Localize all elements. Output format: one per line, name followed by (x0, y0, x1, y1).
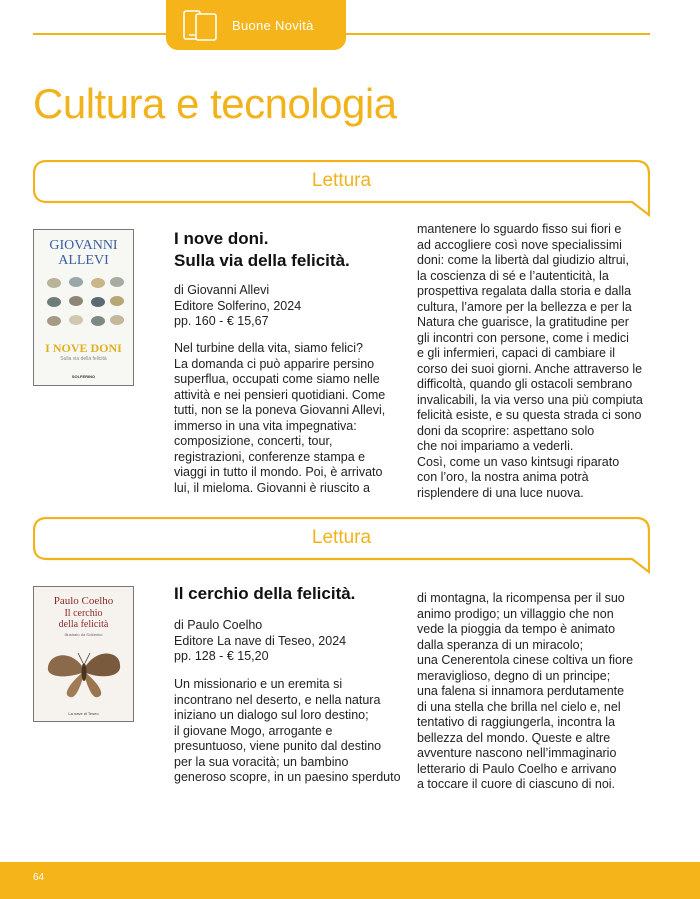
book-author: di Paulo Coelho (174, 618, 263, 632)
section-banner-2 (33, 517, 650, 575)
book-cover-i-nove-doni (33, 229, 134, 386)
cover-author: GIOVANNI ALLEVI (49, 238, 118, 268)
section-banner-label: Lettura (311, 170, 372, 191)
book-publisher: Editore La nave di Teseo, 2024 (174, 633, 347, 648)
book-title (174, 583, 355, 605)
stones-illustration (42, 275, 126, 337)
book-title-line: Sulla via della felicità. (174, 251, 350, 270)
book-meta (174, 618, 346, 665)
book-publisher: Editore Solferino, 2024 (174, 298, 302, 313)
book-title (174, 228, 350, 272)
cover-publisher: La nave di Teseo (68, 711, 99, 716)
book-cover-il-cerchio-della-felicita (33, 586, 134, 722)
moth-illustration (44, 639, 124, 705)
page-number: 64 (33, 872, 45, 883)
cover-title-line: della felicità (58, 619, 109, 630)
book-description-col2: mantenere lo sguardo fisso sui fiori e ad accogliere così nove specialissimi doni: come la libertà dal giudizio altrui, la coscienza di sé e l’autenticità, la prospettiva regalata dalla storia e dalla cultura, l’amore per la bellezza e per la Natura che guarisce, la gratitudine per gli incontri con persone, come i medici e gli infermieri, capaci di cambiare il corso dei suoi giorni. Anche attraverso le difficoltà, quando gli ostacoli sembrano invalicabili, la via verso una più compiuta felicità esiste, e su questa strada ci sono doni da scoprire: aspettano solo che noi impariamo a vederli. Così, come un vaso kintsugi riparato con l’oro, la nostra anima potrà risplendere di una luce nuova. (417, 222, 643, 500)
cover-title: I NOVE DONI (45, 341, 122, 355)
footer-bar (0, 862, 700, 899)
book-pages-price: pp. 160 - € 15,67 (174, 314, 269, 328)
section-tab (166, 0, 346, 50)
book-description-col1: Nel turbine della vita, siamo felici? La domanda ci può apparire persino superflua, occupati come siamo nelle attività e nei pensieri quotidiani. Come tutti, non se la poneva Giovanni Allevi, immerso in una vita impegnativa: composizione, concerti, tour, registrazioni, conferenze stampa e viaggi in tutto il mondo. Poi, è arrivato lui, il mieloma. Giovanni è riuscito a (174, 341, 386, 495)
section-tab-label: Buone Novità (232, 17, 314, 33)
book-meta (174, 283, 301, 330)
book-description-col2: di montagna, la ricompensa per il suo animo prodigo; un villaggio che non vede la pioggia da tempo è animato dalla speranza di un miracolo; una Cenerentola cinese coltiva un fiore meraviglioso, degno di un principe; una falena si innamora perdutamente di una stella che brilla nel cielo e, nel tentativo di raggiungerla, incontra la bellezza del mondo. Queste e altre avventure nascono nell’immaginario letterario di Paulo Coelho e arrivano a toccare il cuore di ciascuno di noi. (417, 591, 634, 791)
book-title-line: I nove doni. (174, 229, 269, 248)
book-author: di Giovanni Allevi (174, 283, 270, 297)
cover-publisher: SOLFERINO (71, 374, 96, 379)
cover-title (34, 608, 133, 630)
book-pages-price: pp. 128 - € 15,20 (174, 649, 269, 663)
book-description-col1: Un missionario e un eremita si incontrano nel deserto, e nella natura iniziano un dialogo sul loro destino; il giovane Mogo, arrogante e presuntuoso, viene punito dal destino per la sua voracità; un bambino generoso scopre, in un paesino sperduto (174, 677, 401, 784)
cover-title-line: Il cerchio (64, 608, 103, 619)
devices-icon (182, 8, 218, 42)
cover-author: Paulo Coelho (53, 595, 114, 607)
cover-subtitle: Illustrato da Svičenko (64, 632, 103, 637)
book-title-line: Il cerchio della felicità. (174, 584, 356, 603)
section-banner-1 (33, 160, 650, 218)
cover-subtitle: Sulla via della felicità (60, 356, 107, 362)
section-banner-label: Lettura (311, 527, 372, 548)
page-title: Cultura e tecnologia (33, 80, 397, 127)
